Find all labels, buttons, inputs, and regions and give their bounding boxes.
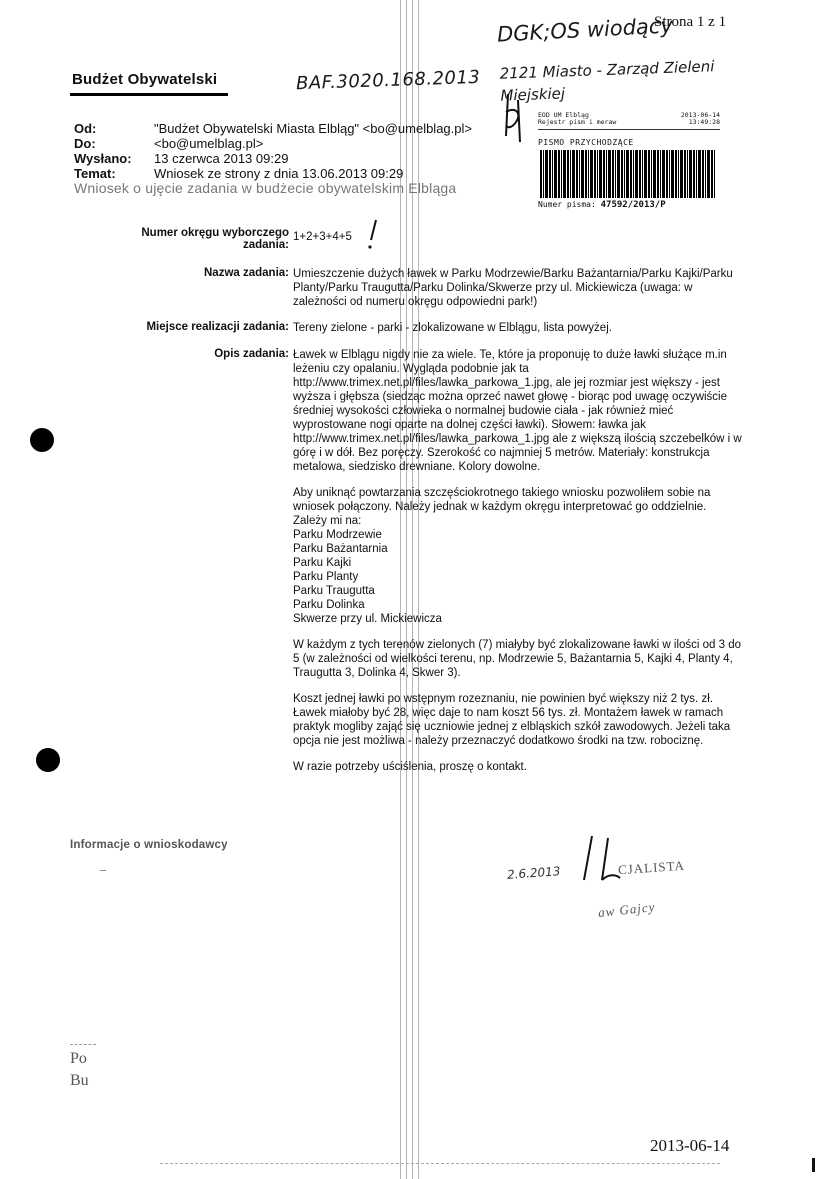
- barcode-bar: [671, 150, 674, 198]
- punch-hole: [36, 748, 60, 772]
- page-indicator: Strona 1 z 1: [654, 14, 727, 30]
- sent-value: 13 czerwca 2013 09:29: [154, 151, 289, 166]
- district-value: 1+2+3+4+5: [293, 231, 352, 243]
- barcode-bar: [615, 150, 616, 198]
- barcode-bar: [543, 150, 544, 198]
- form-heading: Wniosek o ujęcie zadania w budżecie obywatelskim Elbląga: [74, 180, 457, 196]
- stamp-rule: [538, 129, 720, 130]
- barcode-bar: [639, 150, 641, 198]
- partial-stamp-title: CJALISTA: [617, 857, 686, 878]
- district-label: [141, 227, 289, 251]
- footer-date: 2013-06-14: [650, 1136, 730, 1155]
- barcode-bar: [603, 150, 605, 198]
- to-value: <bo@umelblag.pl>: [154, 136, 264, 151]
- handwritten-note-department: 2121 Miasto - Zarząd Zieleni Miejskiej: [499, 57, 715, 105]
- district-label-line1: Numer okręgu wyborczego: [141, 227, 289, 239]
- barcode-bar: [621, 150, 623, 198]
- sent-label: Wysłano:: [74, 151, 132, 166]
- handwritten-reference: BAF.3020.168.2013: [295, 66, 481, 95]
- barcode-bar: [714, 150, 715, 198]
- barcode-bar: [552, 150, 553, 198]
- signature-mark: [578, 834, 622, 884]
- stamp-type: PISMO PRZYCHODZĄCE: [538, 138, 634, 147]
- footer-rule: [160, 1163, 720, 1165]
- barcode-bar: [597, 150, 598, 198]
- barcode-bar: [698, 150, 701, 198]
- from-value: "Budżet Obywatelski Miasta Elbląg" <bo@umelblag.pl>: [154, 121, 472, 136]
- barcode-bar: [561, 150, 562, 198]
- barcode-bar: [707, 150, 710, 198]
- description-value: [293, 348, 748, 786]
- barcode-bar: [563, 150, 566, 198]
- applicant-heading: Informacje o wnioskodawcy: [70, 839, 228, 851]
- barcode-bar: [635, 150, 638, 198]
- barcode-bar: [684, 150, 686, 198]
- barcode-bar: [594, 150, 596, 198]
- barcode: [540, 150, 716, 198]
- partial-stamp-name: aw Gajcy: [597, 899, 657, 920]
- subject-value: Wniosek ze strony z dnia 13.06.2013 09:29: [154, 166, 404, 181]
- handwritten-note-lead: DGK;OS wiodący: [496, 13, 674, 47]
- barcode-bar: [666, 150, 668, 198]
- barcode-bar: [617, 150, 620, 198]
- partial-stamp-date: 2.6.2013: [506, 864, 561, 882]
- barcode-bar: [669, 150, 670, 198]
- barcode-bar: [680, 150, 683, 198]
- barcode-bar: [653, 150, 656, 198]
- barcode-bar: [540, 150, 542, 198]
- footer-fragment: Bu: [70, 1072, 89, 1089]
- barcode-bar: [599, 150, 602, 198]
- barcode-bar: [606, 150, 607, 198]
- barcode-bar: [642, 150, 643, 198]
- barcode-bar: [572, 150, 575, 198]
- description-label: Opis zadania:: [214, 348, 289, 360]
- barcode-bar: [612, 150, 614, 198]
- barcode-bar: [662, 150, 665, 198]
- barcode-bar: [696, 150, 697, 198]
- stamp-date: 2013-06-14 13:49:28: [680, 111, 720, 126]
- footer-dash: [70, 1044, 96, 1046]
- title-rule: [70, 93, 228, 96]
- barcode-bar: [648, 150, 650, 198]
- stamp-number-value: 47592/2013/P: [600, 200, 666, 210]
- barcode-bar: [576, 150, 578, 198]
- to-label: Do:: [74, 136, 96, 151]
- barcode-bar: [581, 150, 584, 198]
- subject-label: Temat:: [74, 166, 116, 181]
- barcode-bar: [558, 150, 560, 198]
- page-title: Budżet Obywatelski: [72, 71, 218, 88]
- registry-stamp: [538, 112, 720, 212]
- barcode-bar: [644, 150, 647, 198]
- barcode-bar: [549, 150, 551, 198]
- description-paragraph: Aby uniknąć powtarzania szczęściokrotnego takiego wniosku pozwoliłem sobie na wniosek połączony. Należy jednak w każdym okręgu interpretować go oddzielnie. Zależy mi na: Parku Modrzewie Parku Bażantarnia Parku Kajki Parku Planty Parku Traugutta Parku Dolinka Skwerze przy ul. Mickiewicza: [293, 487, 711, 625]
- description-paragraph: W razie potrzeby uściślenia, proszę o kontakt.: [293, 761, 527, 773]
- barcode-bar: [567, 150, 569, 198]
- stamp-number-label: Numer pisma:: [538, 200, 596, 209]
- footer-fragment: Po: [70, 1050, 87, 1067]
- district-label-line2: zadania:: [242, 239, 289, 251]
- barcode-bar: [626, 150, 629, 198]
- barcode-bar: [554, 150, 557, 198]
- task-name-value: Umieszczenie dużych ławek w Parku Modrzewie/Barku Bażantarnia/Parku Kajki/Parku Planty/Parku Traugutta/Parku Dolinka/Skwerze przy ul. Mickiewicza (uwaga: w zależności od numeru okręgu odpowiedni park!): [293, 268, 733, 308]
- punch-hole: [30, 428, 54, 452]
- dash-mark: [100, 870, 106, 871]
- barcode-bar: [585, 150, 587, 198]
- description-paragraph: Koszt jednej ławki po wstępnym rozeznaniu, nie powinien być większy niż 2 tys. zł. Ławek miałoby być 28, więc daje to nam koszt 56 tys. zł. Montażem ławek w ramach praktyk mogliby zająć się uczniowie jednej z elbląskich szkół zawodowych. Jeżeli taka opcja nie jest możliwa - należy przeznaczyć dodatkowo środki na tzw. robociznę.: [293, 693, 731, 747]
- barcode-bar: [545, 150, 548, 198]
- barcode-bar: [689, 150, 692, 198]
- barcode-bar: [579, 150, 580, 198]
- from-label: Od:: [74, 121, 97, 136]
- barcode-bar: [711, 150, 713, 198]
- barcode-bar: [608, 150, 611, 198]
- barcode-bar: [693, 150, 695, 198]
- barcode-bar: [570, 150, 571, 198]
- barcode-bar: [633, 150, 634, 198]
- handwritten-exclamation: [366, 218, 380, 250]
- barcode-bar: [651, 150, 652, 198]
- handwritten-initials-mark: [498, 92, 528, 146]
- location-value: Tereny zielone - parki - zlokalizowane w Elblągu, lista powyżej.: [293, 322, 612, 334]
- barcode-bar: [675, 150, 677, 198]
- barcode-bar: [678, 150, 679, 198]
- description-paragraph: W każdym z tych terenów zielonych (7) miałyby być zlokalizowane ławki w ilości od 3 do 5 (w zależności od wielkości terenu, np. Modrzewie 5, Bażantarnia 5, Kajki 4, Planty 4, Traugutta 3, Dolinka 4, Skwer 3).: [293, 639, 742, 679]
- location-label: Miejsce realizacji zadania:: [146, 321, 289, 333]
- stamp-number: [538, 200, 666, 210]
- description-paragraph: Ławek w Elblągu nigdy nie za wiele. Te, które ja proponuję to duże ławki służące m.in leżeniu czy opalaniu. Wygląda podobnie jak ta http://www.trimex.net.pl/files/lawka_parkowa_1.jpg, ale jej rozmiar jest większy - jest wyższa i głębsza (siedząc można oprzeć nawet głowę - biorąc pod uwagę oczywiście średniej wysokości człowieka o normalnej budowie ciała - jak również mieć wyprostowane nogi oparte na dolnej części ławki). Słowem: ławka jak http://www.trimex.net.pl/files/lawka_parkowa_1.jpg ale z większą ilością szczebelków i w górę i w dół. Bez poręczy. Szerokość co najmniej 5 metrów. Materiały: konstrukcja metalowa, siedzisko drewniane. Kolory dowolne.: [293, 349, 742, 473]
- stamp-office: EOD UM Elbląg Rejestr pism i meraw: [538, 111, 617, 126]
- edge-mark: [812, 1158, 815, 1172]
- barcode-bar: [630, 150, 632, 198]
- task-name-label: Nazwa zadania:: [204, 267, 289, 279]
- barcode-bar: [687, 150, 688, 198]
- barcode-bar: [590, 150, 593, 198]
- barcode-bar: [660, 150, 661, 198]
- barcode-bar: [702, 150, 704, 198]
- barcode-bar: [624, 150, 625, 198]
- barcode-bar: [705, 150, 706, 198]
- barcode-bar: [657, 150, 659, 198]
- barcode-bar: [588, 150, 589, 198]
